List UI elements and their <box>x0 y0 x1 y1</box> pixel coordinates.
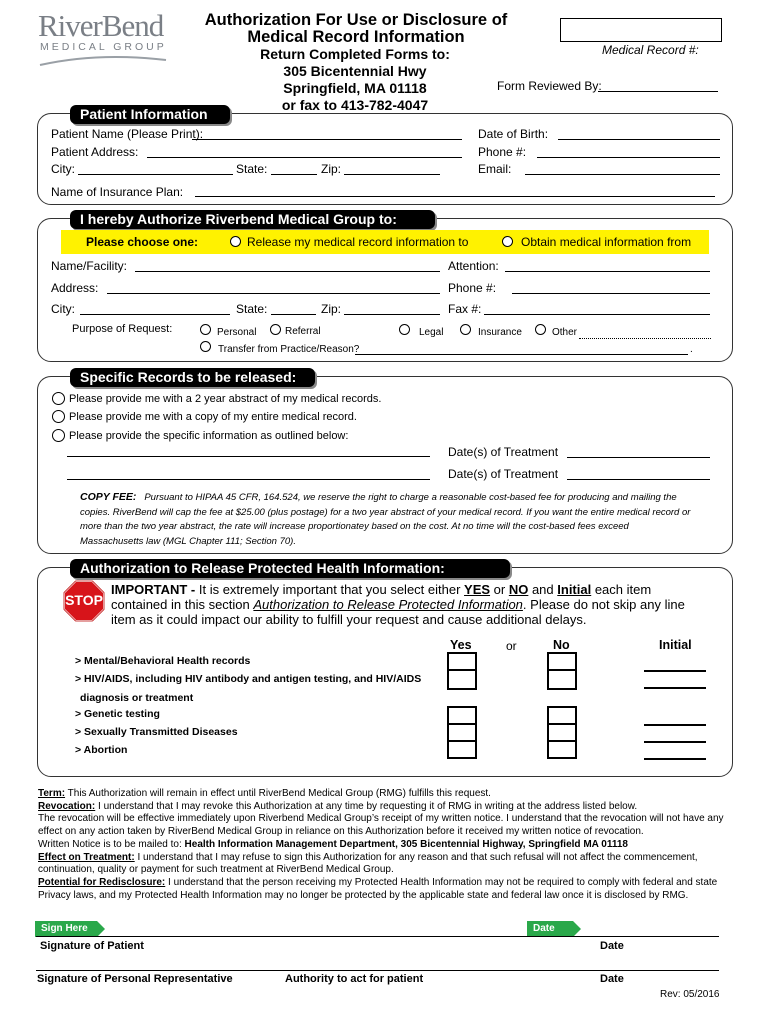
col-yes: Yes <box>450 638 472 652</box>
page-title: Authorization For Use or Disclosure of Medical Record Information <box>204 11 508 46</box>
logo-subtitle: MEDICAL GROUP <box>40 41 167 53</box>
important-notice: IMPORTANT - It is extremely important that you select either YES or NO and Initial each item contained in this section Authorization to Release Protected Information. Please do not skip any line item as it could impact our ability to fulfill your request and cause additional delays. <box>111 582 685 627</box>
purpose-legal-radio[interactable] <box>399 324 410 335</box>
phi-item-abortion: > Abortion <box>75 744 128 756</box>
medical-record-label: Medical Record #: <box>602 43 699 57</box>
facility-field[interactable] <box>135 271 440 272</box>
rep-date-label: Date <box>600 973 624 985</box>
copy-fee-label: COPY FEE: <box>80 491 137 503</box>
initial-field-genetic[interactable] <box>644 724 706 726</box>
purpose-transfer-radio[interactable] <box>200 341 211 352</box>
facility-state-label: State: <box>236 302 268 316</box>
revocation-paragraph: Revocation: I understand that I may revoke this Authorization at any time by requesting it of RMG in writing at the address listed below. <box>38 800 638 812</box>
patient-signature-label: Signature of Patient <box>40 940 144 952</box>
obtain-radio[interactable] <box>502 236 513 247</box>
phi-item-mental: > Mental/Behavioral Health records <box>75 655 251 667</box>
col-or: or <box>506 639 517 653</box>
facility-zip-label: Zip: <box>321 302 342 316</box>
redisclosure-paragraph: Potential for Redisclosure: I understand that the person receiving my Protected Health Information may not be required to comply with federal and state Privacy laws, and my Protected Health Information may no longer be protected by the applicable state and federal law once it is disclosed by RMG. <box>38 876 718 901</box>
records-specific-field-1[interactable] <box>67 456 430 457</box>
dates-field-1[interactable] <box>567 457 710 458</box>
initial-field-hiv[interactable] <box>644 687 706 689</box>
patient-state-field[interactable] <box>271 174 317 175</box>
phi-title: Authorization to Release Protected Health Information: <box>70 559 510 578</box>
purpose-transfer-label: Transfer from Practice/Reason? <box>218 344 360 355</box>
phi-item-genetic: > Genetic testing <box>75 708 160 720</box>
purpose-label: Purpose of Request: <box>72 323 173 335</box>
patient-address-label: Patient Address: <box>51 145 139 159</box>
records-option3-radio[interactable] <box>52 429 65 442</box>
sign-here-button[interactable]: Sign Here <box>35 921 97 937</box>
revision-label: Rev: 05/2016 <box>660 989 720 1000</box>
attention-label: Attention: <box>448 259 499 273</box>
facility-fax-field[interactable] <box>484 314 710 315</box>
patient-zip-field[interactable] <box>344 174 440 175</box>
revocation-paragraph-2: The revocation will be effective immediately upon Riverbend Medical Group’s receipt of my written notice. I understand that the revocation will not have any effect on any action taken by RiverBend Medical Group in reliance on this Authorization before it received my written notice of revocation. <box>38 813 724 838</box>
email-label: Email: <box>478 162 512 176</box>
records-option1-label: Please provide me with a 2 year abstract of my medical records. <box>69 393 382 405</box>
logo-name: RiverBend <box>38 8 164 43</box>
records-option3-label: Please provide the specific information as outlined below: <box>69 430 349 442</box>
purpose-personal-radio[interactable] <box>200 324 211 335</box>
purpose-transfer-field[interactable] <box>355 354 688 355</box>
purpose-personal-label: Personal <box>217 327 257 338</box>
release-radio[interactable] <box>230 236 241 247</box>
phone-field[interactable] <box>537 157 720 158</box>
authorize-title: I hereby Authorize Riverbend Medical Group to: <box>70 210 435 229</box>
return-address: Return Completed Forms to: 305 Bicentennial Hwy Springfield, MA 01118 or fax to 413-782-4047 <box>260 46 450 113</box>
logo <box>38 8 178 68</box>
attention-field[interactable] <box>505 271 710 272</box>
form-reviewed-field[interactable] <box>598 91 718 92</box>
yes-checkbox-hiv[interactable] <box>447 669 477 690</box>
patient-info-title: Patient Information <box>70 105 230 124</box>
facility-fax-label: Fax #: <box>448 302 482 316</box>
copy-fee-body: Pursuant to HIPAA 45 CFR, 164.524, we reserve the right to charge a reasonable cost-based fee for producing and mailing the copies. RiverBend will cap the fee at $25.00 (plus postage) for a two year abstract of your medical record. If you want the entire medical record or more than the two year abstract, the rate will increase proportionatey based on the cost. At no time will the cost-based fees exceed Massachusetts law (MGL Chapter 111; Section 70). <box>80 492 691 547</box>
authority-label: Authority to act for patient <box>285 973 424 985</box>
patient-name-label: Patient Name (Please Print): <box>51 127 204 141</box>
records-title: Specific Records to be released: <box>70 368 315 387</box>
patient-city-label: City: <box>51 162 75 176</box>
purpose-insurance-radio[interactable] <box>460 324 471 335</box>
facility-phone-label: Phone #: <box>448 281 497 295</box>
no-checkbox-abortion[interactable] <box>547 740 577 759</box>
term-paragraph: Term: This Authorization will remain in effect until RiverBend Medical Group (RMG) fulfills this request. <box>38 788 491 799</box>
phi-item-hiv: > HIV/AIDS, including HIV antibody and antigen testing, and HIV/AIDS <box>75 673 422 685</box>
facility-phone-field[interactable] <box>512 293 710 294</box>
patient-date-label: Date <box>600 940 624 952</box>
section-ref: Authorization to Release Protected Information <box>253 597 523 612</box>
email-field[interactable] <box>525 174 720 175</box>
insurance-field[interactable] <box>195 196 715 197</box>
facility-label: Name/Facility: <box>51 259 128 273</box>
dates-label-2: Date(s) of Treatment <box>448 467 559 481</box>
facility-city-label: City: <box>51 302 75 316</box>
dob-label: Date of Birth: <box>478 127 549 141</box>
facility-city-field[interactable] <box>80 314 230 315</box>
initial-field-mental[interactable] <box>644 670 706 672</box>
copy-fee-text <box>80 490 692 549</box>
records-option1-radio[interactable] <box>52 392 65 405</box>
initial-field-abortion[interactable] <box>644 758 706 760</box>
effect-paragraph: Effect on Treatment: I understand that I may refuse to sign this Authorization for any reason and that such refusal will not affect the commencement, continuation, quality or payment for such treatment at RiverBend Medical Group. <box>38 851 698 876</box>
purpose-other-radio[interactable] <box>535 324 546 335</box>
patient-address-field[interactable] <box>147 157 462 158</box>
facility-zip-field[interactable] <box>344 314 440 315</box>
purpose-legal-label: Legal <box>419 327 444 338</box>
obtain-option-label: Obtain medical information from <box>521 235 692 249</box>
terms-block <box>38 788 728 902</box>
dates-label-1: Date(s) of Treatment <box>448 445 559 459</box>
initial-field-std[interactable] <box>644 741 706 743</box>
logo-swoosh-icon <box>38 54 168 68</box>
phone-label: Phone #: <box>478 145 527 159</box>
patient-signature-line[interactable] <box>36 936 719 937</box>
no-checkbox-hiv[interactable] <box>547 669 577 690</box>
purpose-referral-radio[interactable] <box>270 324 281 335</box>
purpose-other-field[interactable] <box>579 338 711 339</box>
phi-item-hiv-cont: diagnosis or treatment <box>80 692 194 704</box>
dob-field[interactable] <box>558 139 720 140</box>
purpose-insurance-label: Insurance <box>478 327 522 338</box>
purpose-other-label: Other <box>552 327 578 338</box>
choose-label: Please choose one: <box>86 235 199 249</box>
stop-sign-text: STOP <box>65 592 103 608</box>
date-button[interactable]: Date <box>527 921 573 937</box>
purpose-transfer-end: . <box>690 344 693 355</box>
patient-state-label: State: <box>236 162 268 176</box>
records-option2-radio[interactable] <box>52 410 65 423</box>
dates-field-2[interactable] <box>567 479 710 480</box>
yes-checkbox-abortion[interactable] <box>447 740 477 759</box>
important-label: IMPORTANT - <box>111 582 196 597</box>
mailing-paragraph: Written Notice is to be mailed to: Health Information Management Department, 305 Bicentennial Highway, Springfield MA 01118 <box>38 838 628 850</box>
form-reviewed-label: Form Reviewed By: <box>497 79 602 93</box>
insurance-label: Name of Insurance Plan: <box>51 185 184 199</box>
facility-address-label: Address: <box>51 281 99 295</box>
col-initial: Initial <box>659 638 692 652</box>
release-option-label: Release my medical record information to <box>247 235 469 249</box>
phi-item-std: > Sexually Transmitted Diseases <box>75 726 238 738</box>
facility-address-field[interactable] <box>107 293 440 294</box>
patient-zip-label: Zip: <box>321 162 342 176</box>
records-option2-label: Please provide me with a copy of my entire medical record. <box>69 411 357 423</box>
medical-record-box[interactable] <box>560 18 722 42</box>
patient-city-field[interactable] <box>78 174 233 175</box>
facility-state-field[interactable] <box>271 314 316 315</box>
purpose-referral-label: Referral <box>285 326 321 337</box>
rep-signature-line[interactable] <box>36 970 719 971</box>
rep-signature-label: Signature of Personal Representative <box>37 973 233 985</box>
patient-name-field[interactable] <box>192 139 462 140</box>
records-specific-field-2[interactable] <box>67 479 430 480</box>
col-no: No <box>553 638 570 652</box>
